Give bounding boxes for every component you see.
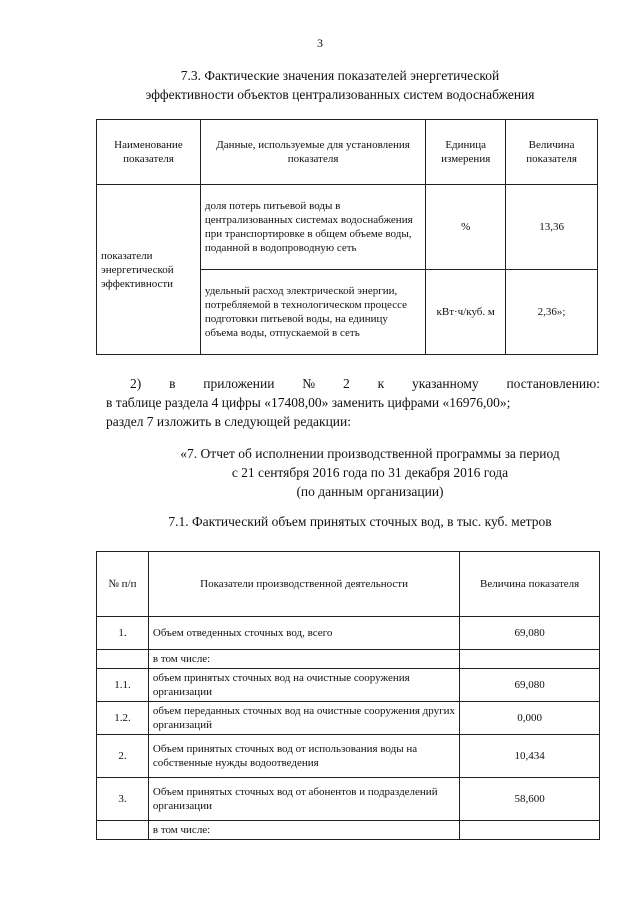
table-row	[97, 702, 600, 735]
report-heading-line2: с 21 сентября 2016 года по 31 декабря 2016 года	[231, 465, 509, 480]
row-value	[460, 821, 600, 840]
paragraph-line1	[130, 374, 600, 393]
paragraph-line2: в таблице раздела 4 цифры «17408,00» заменить цифрами «16976,00»;	[106, 395, 511, 410]
row-unit: %	[426, 185, 506, 270]
row-num: 3.	[97, 778, 149, 821]
column-header-unit: Единица измерения	[426, 120, 506, 185]
row-name: в том числе:	[148, 821, 459, 840]
row-value: 0,000	[460, 702, 600, 735]
table-row	[97, 185, 598, 270]
row-value: 69,080	[460, 617, 600, 650]
row-value: 13,36	[506, 185, 598, 270]
word: постановлению:	[506, 376, 600, 391]
row-name: Объем отведенных сточных вод, всего	[148, 617, 459, 650]
table-row	[97, 778, 600, 821]
wastewater-volume-table	[96, 551, 600, 840]
row-num	[97, 650, 149, 669]
column-header-value: Величина показателя	[460, 552, 600, 617]
word: к	[377, 376, 385, 391]
row-num: 1.2.	[97, 702, 149, 735]
paragraph-line3: раздел 7 изложить в следующей редакции:	[106, 414, 352, 429]
row-name: Объем принятых сточных вод от абонентов и подразделений организации	[148, 778, 459, 821]
word: 2)	[130, 376, 142, 391]
section-heading-line2: эффективности объектов централизованных систем водоснабжения	[145, 87, 535, 102]
table-row	[97, 650, 600, 669]
row-value	[460, 650, 600, 669]
row-name: объем принятых сточных вод на очистные сооружения организации	[148, 669, 459, 702]
table-header-row	[97, 552, 600, 617]
energy-efficiency-table	[96, 119, 598, 355]
row-num: 2.	[97, 735, 149, 778]
row-value: 58,600	[460, 778, 600, 821]
table-row	[97, 821, 600, 840]
word: №	[302, 376, 316, 391]
row-value: 10,434	[460, 735, 600, 778]
report-heading-line3: (по данным организации)	[296, 484, 444, 499]
row-num: 1.	[97, 617, 149, 650]
page-number: 3	[317, 36, 323, 50]
group-label: показатели энергетической эффективности	[97, 185, 201, 355]
table-row	[97, 735, 600, 778]
section-heading-line1: 7.3. Фактические значения показателей энергетической	[180, 68, 500, 83]
column-header-value: Величина показателя	[506, 120, 598, 185]
row-data: доля потерь питьевой воды в централизованных системах водоснабжения при транспортировке в общем объеме воды, поданной в водопроводную сеть	[200, 185, 425, 270]
row-value: 2,36»;	[506, 270, 598, 355]
table-row	[97, 617, 600, 650]
row-num	[97, 821, 149, 840]
word: указанному	[411, 376, 479, 391]
row-unit: кВт·ч/куб. м	[426, 270, 506, 355]
word: 2	[343, 376, 350, 391]
section-heading	[110, 66, 570, 104]
row-data: удельный расход электрической энергии, потребляемой в технологическом процессе подготовки питьевой воды, на единицу объема воды, отпускаемой в сеть	[200, 270, 425, 355]
report-heading	[130, 444, 610, 501]
row-name: Объем принятых сточных вод от использования воды на собственные нужды водоотведения	[148, 735, 459, 778]
row-name: в том числе:	[148, 650, 459, 669]
word: приложении	[203, 376, 275, 391]
column-header-num: № п/п	[97, 552, 149, 617]
amendment-paragraph	[106, 374, 600, 431]
column-header-indicator: Показатели производственной деятельности	[148, 552, 459, 617]
row-num: 1.1.	[97, 669, 149, 702]
table-header-row	[97, 120, 598, 185]
report-heading-line1: «7. Отчет об исполнении производственной программы за период	[180, 446, 560, 461]
table-row	[97, 669, 600, 702]
row-value: 69,080	[460, 669, 600, 702]
word: в	[169, 376, 176, 391]
row-name: объем переданных сточных вод на очистные сооружения других организаций	[148, 702, 459, 735]
column-header-name: Наименование показателя	[97, 120, 201, 185]
column-header-data: Данные, используемые для установления показателя	[200, 120, 425, 185]
subsection-heading: 7.1. Фактический объем принятых сточных вод, в тыс. куб. метров	[168, 514, 552, 529]
